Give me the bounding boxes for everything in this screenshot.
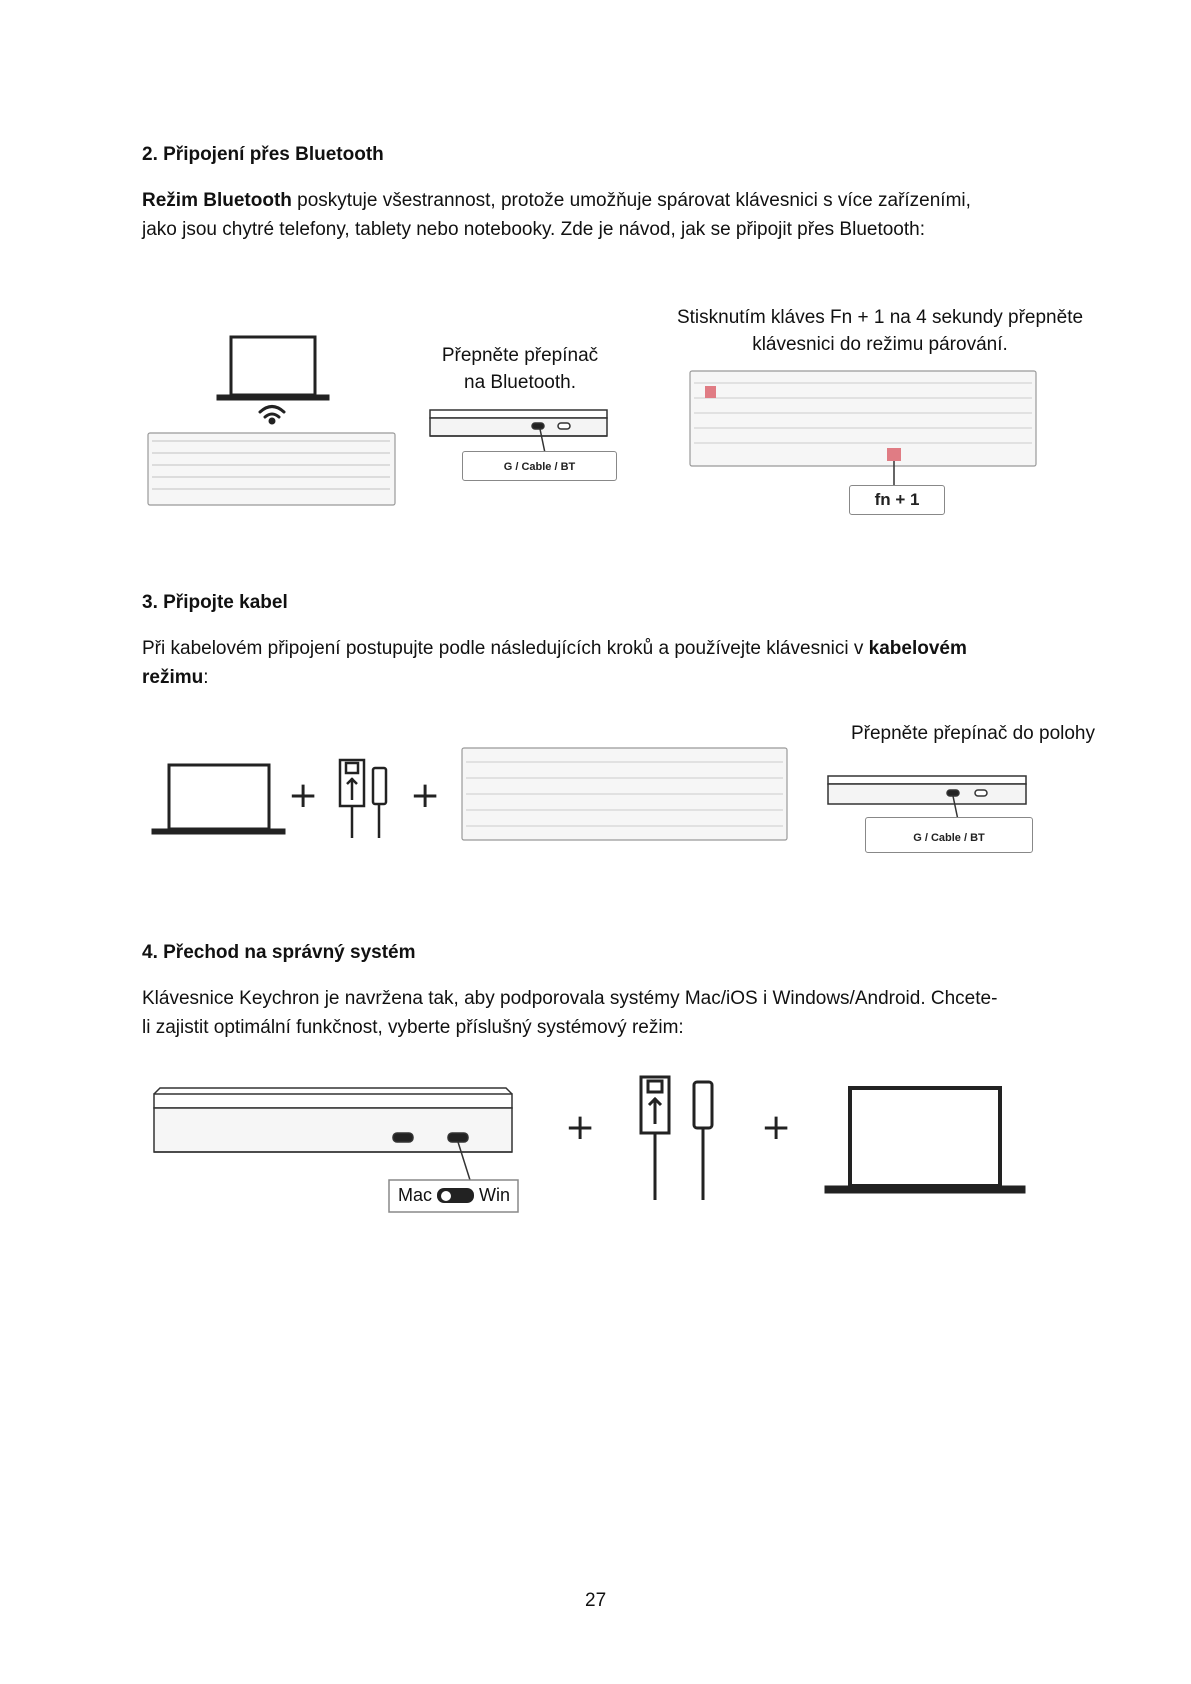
cable-switch-caption: Přepněte přepínač do polohy xyxy=(850,723,1095,744)
win-label: Win xyxy=(479,1185,510,1205)
section-2-text-line2: jako jsou chytré telefony, tablety nebo notebooky. Zde je návod, jak se připojit přes Bluetooth: xyxy=(142,219,925,240)
switch-label-gcablebt-2: G / Cable / BT xyxy=(865,817,1033,853)
section-3-paragraph xyxy=(142,634,1062,692)
section-3-text-start: Při kabelovém připojení postupujte podle následujících kroků a používejte klávesnici v xyxy=(142,638,869,659)
section-3-text-end: : xyxy=(203,667,209,688)
usb-cable-icon xyxy=(340,760,386,838)
keyboard-side-view-2 xyxy=(828,776,1026,820)
switch-caption xyxy=(420,342,620,396)
switch-caption-line2: na Bluetooth. xyxy=(464,372,576,393)
section-3-heading: 3. Připojte kabel xyxy=(142,592,288,613)
section-4-text-line2: li zajistit optimální funkčnost, vyberte příslušný systémový režim: xyxy=(142,1017,684,1038)
plus-sign-4: + xyxy=(761,1107,792,1148)
cable-mode-term-2: režimu xyxy=(142,667,204,688)
key-fn-highlight xyxy=(887,448,901,461)
cable-mode-term: kabelovém xyxy=(868,638,967,659)
fn-caption xyxy=(650,304,1110,358)
fn-caption-line2: klávesnici do režimu párování. xyxy=(752,334,1008,355)
section-2-text-line1: poskytuje všestrannost, protože umožňuje spárovat klávesnici s více zařízeními, xyxy=(291,190,971,211)
laptop-icon xyxy=(217,337,329,400)
laptop-icon-2 xyxy=(152,765,285,834)
keyboard-icon xyxy=(148,433,395,505)
plus-sign-1: + xyxy=(288,775,319,816)
wifi-icon xyxy=(260,407,284,424)
section-4-text-line1: Klávesnice Keychron je navržena tak, aby podporovala systémy Mac/iOS i Windows/Android. Chcete- xyxy=(142,988,998,1009)
fn-plus-1-label: fn + 1 xyxy=(849,485,945,515)
section-4-paragraph xyxy=(142,984,1082,1042)
page-number: 27 xyxy=(585,1590,607,1611)
key-1-highlight xyxy=(705,386,716,398)
switch-label-gcablebt: G / Cable / BT xyxy=(462,451,617,481)
section-2-paragraph xyxy=(142,186,1072,244)
section-2-heading: 2. Připojení přes Bluetooth xyxy=(142,144,384,165)
usb-cable-icon-2 xyxy=(641,1077,712,1200)
plus-sign-3: + xyxy=(565,1107,596,1148)
bluetooth-mode-term: Režim Bluetooth xyxy=(142,190,292,211)
plus-sign-2: + xyxy=(410,775,441,816)
mac-win-illustration xyxy=(0,0,1,1)
laptop-icon-3 xyxy=(825,1088,1025,1193)
mac-label: Mac xyxy=(398,1185,433,1205)
section-4-heading: 4. Přechod na správný systém xyxy=(142,942,416,963)
switch-caption-line1: Přepněte přepínač xyxy=(441,345,599,366)
full-keyboard-icon xyxy=(462,748,787,840)
fn-caption-line1: Stisknutím kláves Fn + 1 na 4 sekundy přepněte xyxy=(676,307,1084,328)
keyboard-side-profile xyxy=(154,1088,512,1180)
